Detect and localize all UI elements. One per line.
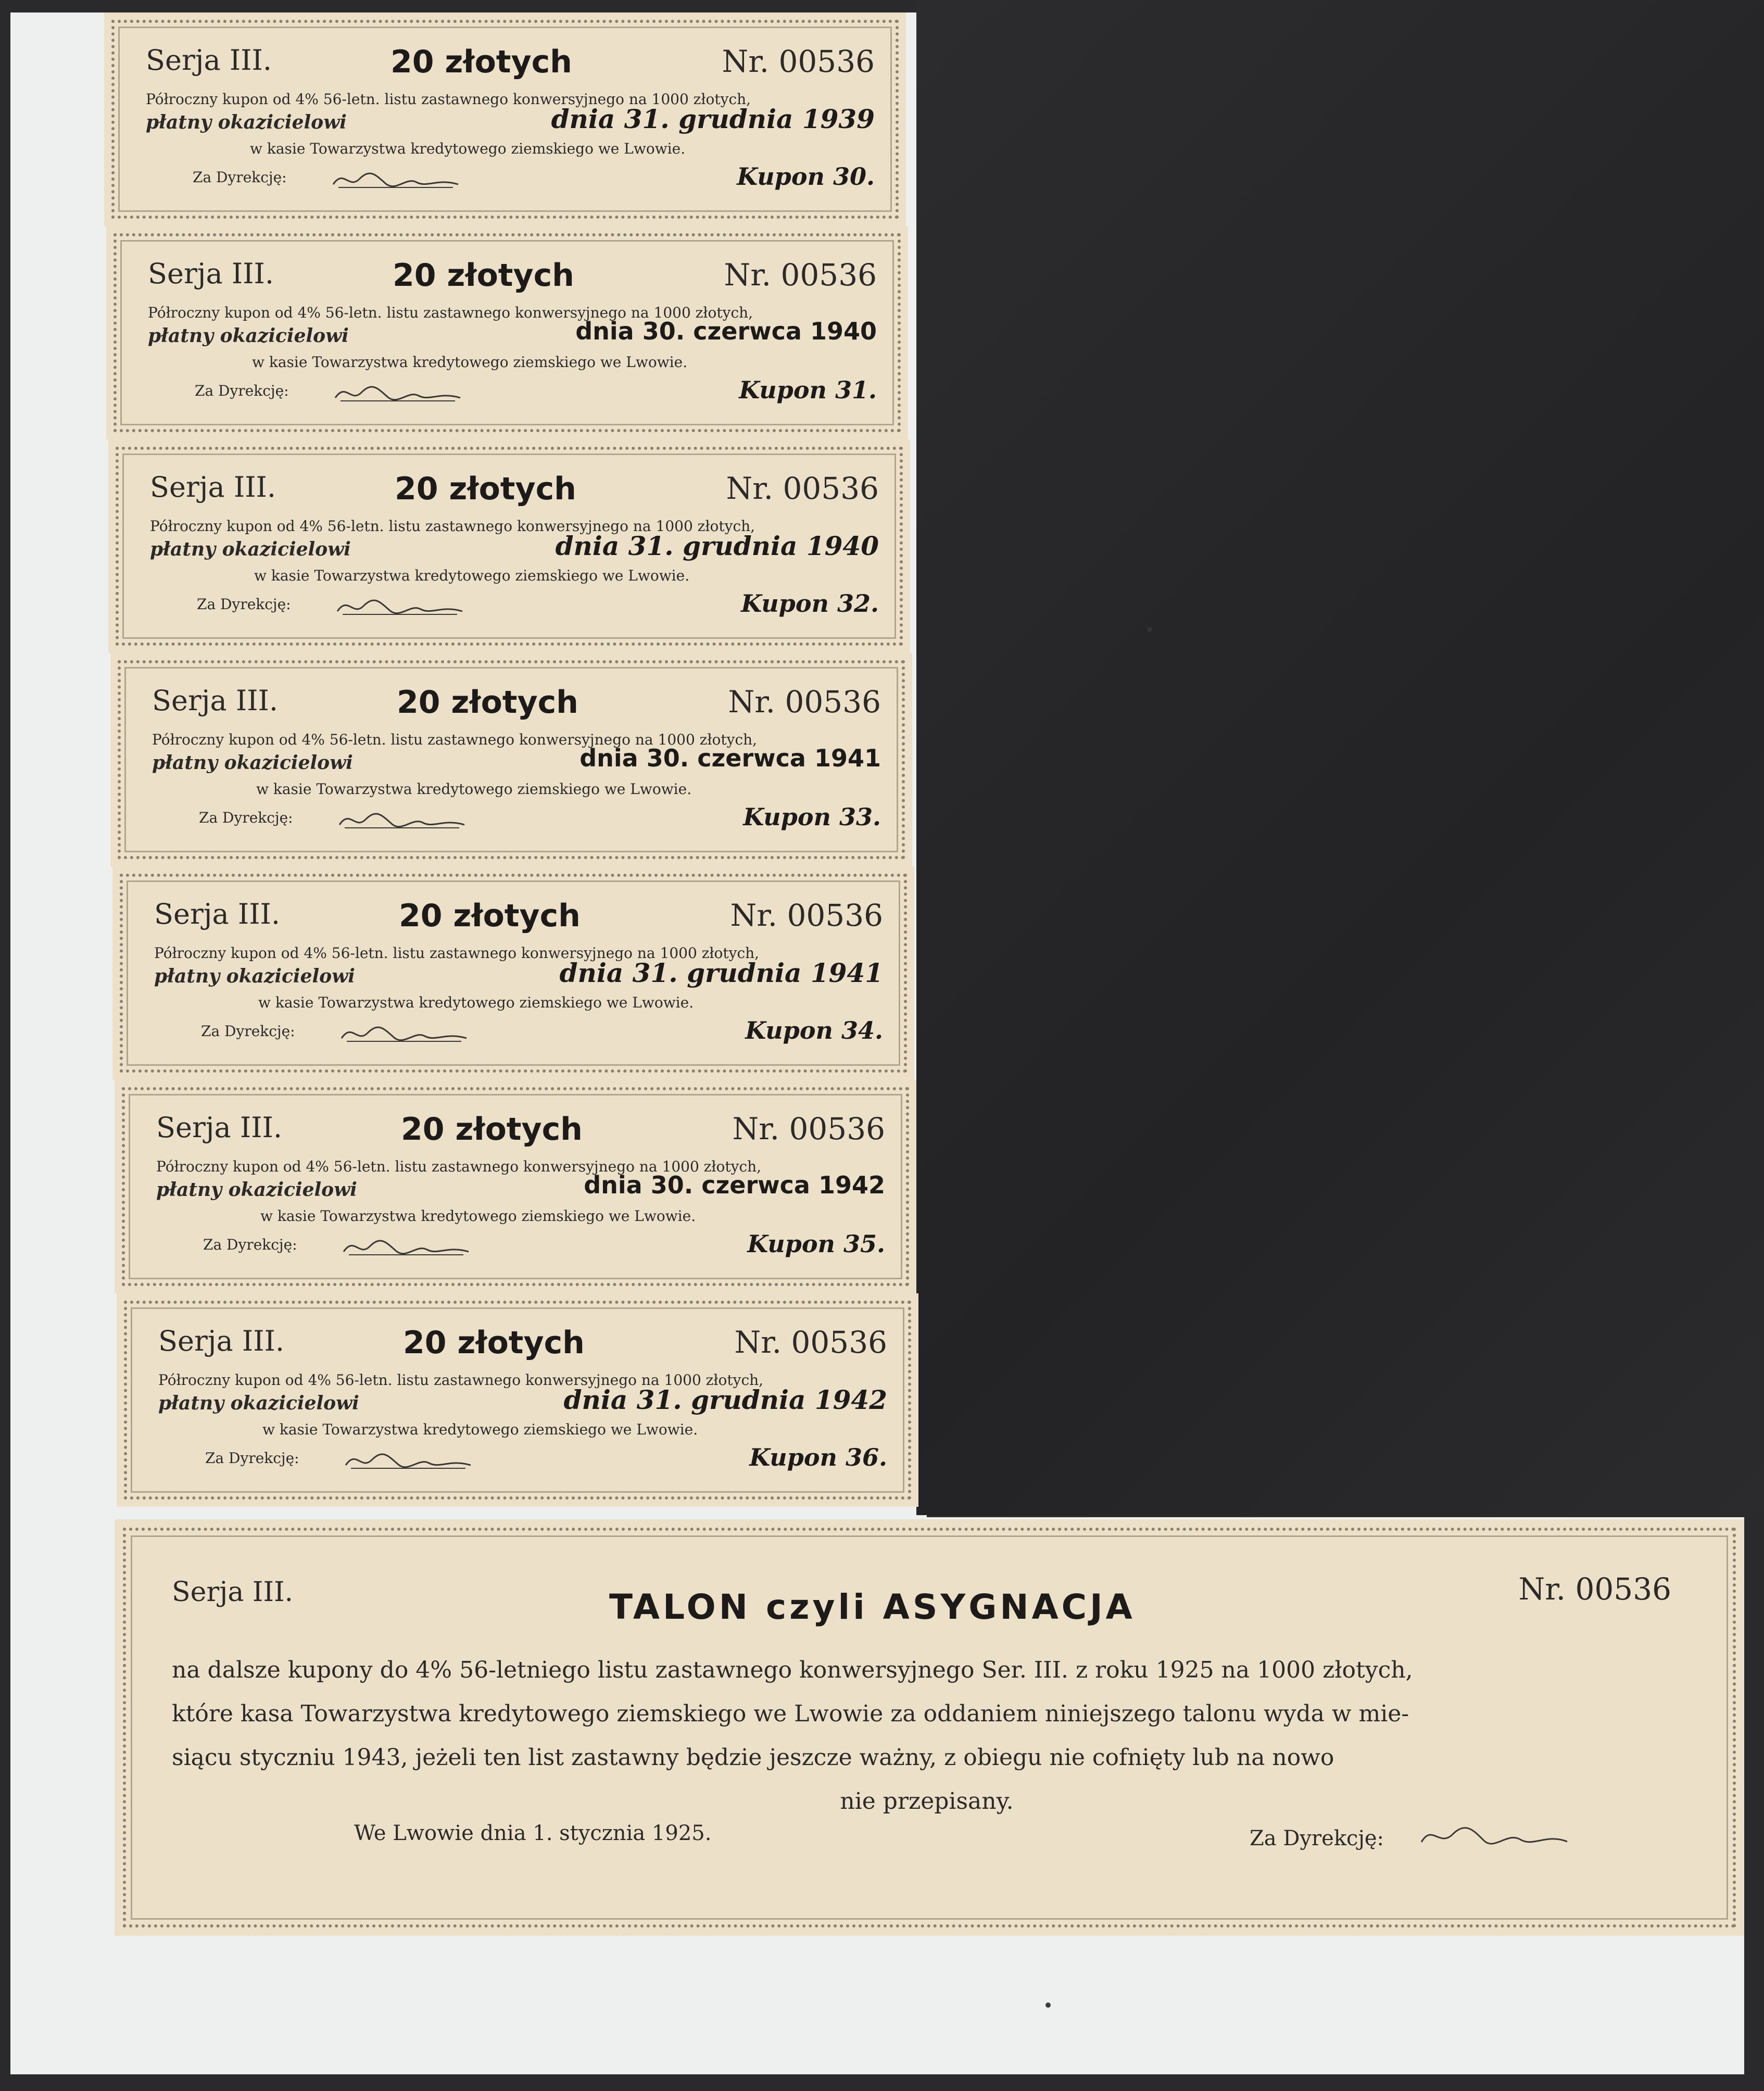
serial-number: Nr. 00536 (724, 257, 877, 293)
amount-label: 20 złotych (390, 44, 572, 80)
coupon-header (158, 1325, 887, 1366)
coupon-description: Półroczny kupon od 4% 56-letn. listu zastawnego konwersyjnego na 1000 złotych, (150, 518, 755, 535)
direction-label: Za Dyrekcję: (197, 596, 291, 613)
coupon-header (154, 898, 883, 939)
direction-label: Za Dyrekcję: (203, 1236, 297, 1253)
coupon-description: Półroczny kupon od 4% 56-letn. listu zastawnego konwersyjnego na 1000 złotych, (154, 944, 760, 962)
coupon-number: Kupon 35. (747, 1230, 885, 1258)
payable-label: płatny okazicielowi (148, 325, 349, 347)
payable-label: płatny okazicielowi (150, 538, 351, 560)
serja-label: Serja III. (152, 684, 279, 717)
coupon (104, 12, 906, 226)
coupon (106, 226, 908, 439)
speck (1147, 627, 1152, 632)
coupon-number: Kupon 33. (743, 803, 881, 831)
coupon (112, 866, 914, 1080)
serial-number: Nr. 00536 (722, 44, 875, 79)
talon-title: TALON czyli ASYGNACJA (609, 1587, 1136, 1627)
cash-office-label: w kasie Towarzystwa kredytowego ziemskiego we Lwowie. (258, 994, 694, 1011)
serja-label: Serja III. (158, 1325, 285, 1357)
amount-label: 20 złotych (401, 1111, 583, 1148)
serja-label: Serja III. (146, 44, 272, 77)
serial-number: Nr. 00536 (734, 1325, 887, 1360)
cash-office-label: w kasie Towarzystwa kredytowego ziemskiego we Lwowie. (256, 780, 692, 798)
talon-body-line: na dalsze kupony do 4% 56-letniego listu zastawnego konwersyjnego Ser. III. z roku 1925 na 1000 złotych, (172, 1657, 1413, 1683)
direction-label: Za Dyrekcję: (199, 809, 293, 826)
talon-signature (1416, 1819, 1572, 1855)
payable-label: płatny okazicielowi (146, 111, 347, 133)
talon-body-line: siącu styczniu 1943, jeżeli ten list zastawny będzie jeszcze ważny, z obiegu nie cofnięty lub na nowo (172, 1744, 1334, 1771)
serja-label: Serja III. (154, 898, 281, 930)
serial-number: Nr. 00536 (732, 1111, 885, 1147)
cash-office-label: w kasie Towarzystwa kredytowego ziemskiego we Lwowie. (260, 1207, 696, 1225)
amount-label: 20 złotych (397, 684, 578, 721)
coupon-number: Kupon 32. (741, 589, 879, 618)
cash-office-label: w kasie Towarzystwa kredytowego ziemskiego we Lwowie. (250, 140, 686, 157)
talon-serja: Serja III. (172, 1577, 294, 1608)
talon-body-line: nie przepisany. (840, 1788, 1014, 1815)
coupon-header (152, 684, 881, 726)
dark-background (916, 0, 1764, 1515)
serja-label: Serja III. (156, 1111, 283, 1144)
coupon (115, 1080, 916, 1293)
signature (330, 377, 465, 408)
signature (336, 1017, 472, 1049)
talon-direction-label: Za Dyrekcję: (1250, 1827, 1384, 1850)
coupon-number: Kupon 31. (739, 376, 877, 404)
coupon-number: Kupon 30. (737, 162, 875, 191)
direction-label: Za Dyrekcję: (193, 169, 287, 186)
coupon-number: Kupon 34. (745, 1016, 883, 1044)
direction-label: Za Dyrekcję: (195, 382, 289, 399)
payable-label: płatny okazicielowi (154, 965, 355, 987)
due-date: dnia 31. grudnia 1942 (563, 1384, 887, 1415)
coupon-description: Półroczny kupon od 4% 56-letn. listu zastawnego konwersyjnego na 1000 złotych, (158, 1371, 764, 1389)
signature (328, 163, 463, 195)
payable-label: płatny okazicielowi (158, 1392, 359, 1414)
signature (332, 590, 468, 622)
serial-number: Nr. 00536 (728, 684, 881, 720)
signature (338, 1231, 474, 1262)
cash-office-label: w kasie Towarzystwa kredytowego ziemskiego we Lwowie. (254, 567, 690, 584)
cash-office-label: w kasie Towarzystwa kredytowego ziemskiego we Lwowie. (262, 1421, 698, 1438)
speck (1045, 2002, 1051, 2008)
coupon-header (150, 471, 879, 512)
coupon-header (146, 44, 875, 85)
due-date: dnia 31. grudnia 1940 (555, 531, 879, 561)
talon-body-line: które kasa Towarzystwa kredytowego ziemskiego we Lwowie za oddaniem niniejszego talonu wyda w mie- (172, 1700, 1409, 1727)
coupon (117, 1293, 918, 1507)
due-date: dnia 30. czerwca 1940 (575, 317, 877, 345)
serial-number: Nr. 00536 (730, 898, 883, 933)
amount-label: 20 złotych (403, 1325, 585, 1361)
direction-label: Za Dyrekcję: (205, 1450, 299, 1467)
talon-certificate (115, 1519, 1744, 1936)
due-date: dnia 31. grudnia 1939 (551, 104, 875, 134)
coupon-description: Półroczny kupon od 4% 56-letn. listu zastawnego konwersyjnego na 1000 złotych, (146, 91, 751, 108)
amount-label: 20 złotych (399, 898, 581, 934)
talon-date: We Lwowie dnia 1. stycznia 1925. (354, 1821, 712, 1845)
due-date: dnia 30. czerwca 1942 (584, 1171, 885, 1199)
coupon-description: Półroczny kupon od 4% 56-letn. listu zastawnego konwersyjnego na 1000 złotych, (156, 1158, 762, 1175)
coupon-header (156, 1111, 885, 1153)
due-date: dnia 30. czerwca 1941 (579, 744, 881, 772)
talon-serial-number: Nr. 00536 (1518, 1571, 1671, 1607)
coupon-header (148, 257, 877, 299)
signature (334, 804, 470, 835)
serja-label: Serja III. (150, 471, 276, 503)
due-date: dnia 31. grudnia 1941 (559, 958, 883, 988)
amount-label: 20 złotych (395, 471, 576, 507)
coupon (110, 653, 912, 866)
direction-label: Za Dyrekcję: (201, 1023, 295, 1040)
coupon-number: Kupon 36. (749, 1443, 887, 1471)
serja-label: Serja III. (148, 257, 274, 290)
coupon (108, 439, 910, 653)
serial-number: Nr. 00536 (726, 471, 879, 506)
coupon-description: Półroczny kupon od 4% 56-letn. listu zastawnego konwersyjnego na 1000 złotych, (152, 731, 758, 748)
payable-label: płatny okazicielowi (152, 752, 353, 774)
talon-body (172, 1648, 1682, 1823)
payable-label: płatny okazicielowi (156, 1179, 357, 1201)
coupon-description: Półroczny kupon od 4% 56-letn. listu zastawnego konwersyjnego na 1000 złotych, (148, 304, 753, 321)
amount-label: 20 złotych (393, 257, 574, 294)
cash-office-label: w kasie Towarzystwa kredytowego ziemskiego we Lwowie. (252, 354, 688, 371)
signature (341, 1444, 476, 1476)
